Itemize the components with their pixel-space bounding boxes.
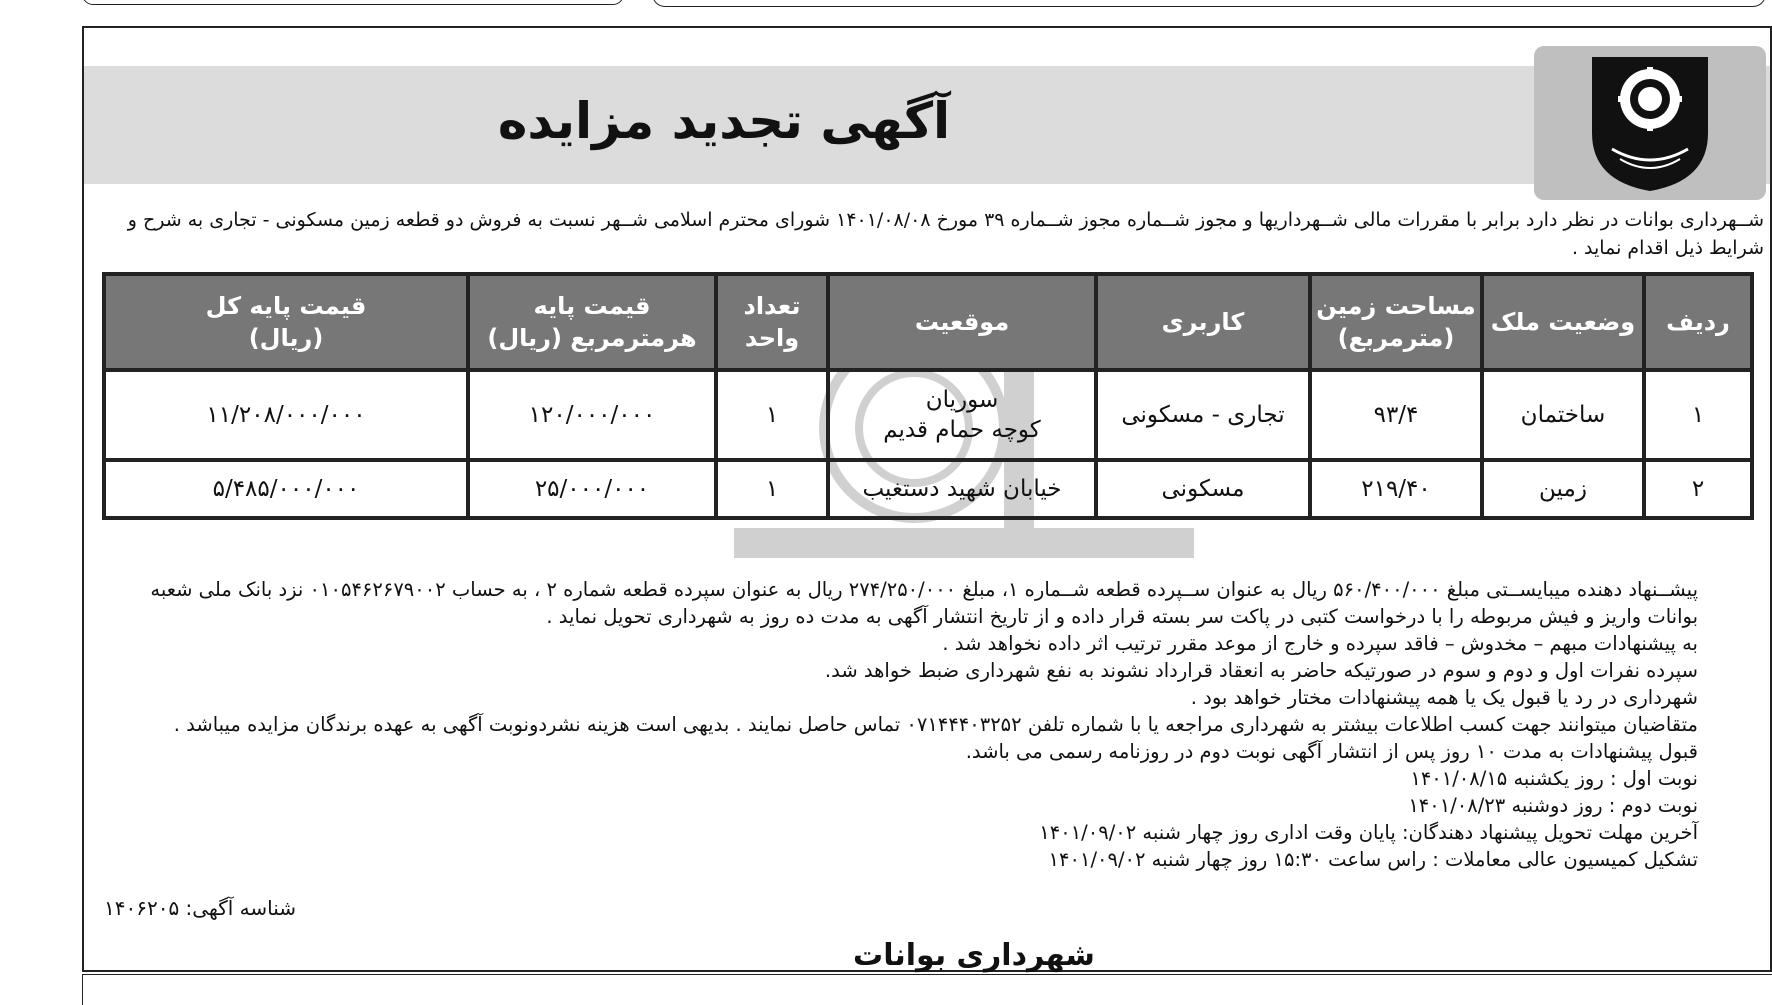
- conditions-list: [94, 576, 1698, 873]
- cell-row: ۲: [1644, 460, 1752, 518]
- condition-item: نوبت اول : روز یکشنبه ۱۴۰۱/۰۸/۱۵: [1410, 767, 1698, 790]
- intro-paragraph: شــهرداری بوانات در نظر دارد برابر با مقررات مالی شــهرداریها و مجوز شــماره مجوز شــماره ۳۹ مورخ ۱۴۰۱/۰۸/۰۸ شورای محترم اسلامی شــهر نسبت به فروش دو قطعه زمین مسکونی - تجاری به شرح و شرایط ذیل اقدام نماید .: [127, 209, 1764, 259]
- ad-id: شناسه آگهی: ۱۴۰۶۲۰۵: [104, 896, 296, 920]
- cell-unit-price: ۲۵/۰۰۰/۰۰۰: [468, 460, 716, 518]
- cell-count: ۱: [716, 370, 828, 460]
- ad-frame: [82, 26, 1772, 972]
- cell-unit-price: ۱۲۰/۰۰۰/۰۰۰: [468, 370, 716, 460]
- cell-usage: تجاری - مسکونی: [1096, 370, 1310, 460]
- next-ad-border: [82, 974, 1772, 1005]
- col-count: تعداد واحد: [716, 274, 828, 370]
- condition-item: آخرین مهلت تحویل پیشنهاد دهندگان: پایان وقت اداری روز چهار شنبه ۱۴۰۱/۰۹/۰۲: [1039, 821, 1698, 844]
- cell-area: ۲۱۹/۴۰: [1310, 460, 1482, 518]
- condition-item: پیشــنهاد دهنده میبایســتی مبلغ ۵۶۰/۴۰۰/۰۰۰ ریال به عنوان ســپرده قطعه شــماره ۱، مبلغ ۲۷۴/۲۵۰/۰۰۰ ریال به عنوان سپرده قطعه شماره ۲ ، به حساب ۰۱۰۵۴۶۲۶۷۹۰۰۲ نزد بانک ملی شعبه بوانات واریز و فیش مربوطه را با درخواست کتبی در پاکت سر بسته قرار داده و از تاریخ انتشار آگهی به مدت ده روز به شهرداری تحویل نماید .: [150, 578, 1698, 628]
- cell-status: زمین: [1482, 460, 1644, 518]
- col-location: موقعیت: [828, 274, 1096, 370]
- properties-table: [102, 272, 1754, 520]
- condition-item: تشکیل کمیسیون عالی معاملات : راس ساعت ۱۵:۳۰ روز چهار شنبه ۱۴۰۱/۰۹/۰۲: [1048, 848, 1698, 871]
- condition-item: قبول پیشنهادات به مدت ۱۰ روز پس از انتشار آگهی نوبت دوم در روزنامه رسمی می باشد.: [965, 740, 1698, 763]
- col-unit-price: قیمت پایه هرمترمربع (ریال): [468, 274, 716, 370]
- condition-item: به پیشنهادات مبهم – مخدوش – فاقد سپرده و خارج از موعد مقرر ترتیب اثر داده نخواهد شد .: [942, 632, 1698, 655]
- table-row: [104, 370, 1752, 460]
- condition-item: شهرداری در رد یا قبول یک یا همه پیشنهادات مختار خواهد بود .: [1190, 686, 1698, 709]
- previous-ad-border: [652, 0, 1766, 7]
- municipality-emblem-icon: [1586, 53, 1714, 193]
- table-header-row: [104, 274, 1752, 370]
- condition-item: نوبت دوم : روز دوشنبه ۱۴۰۱/۰۸/۲۳: [1408, 794, 1698, 817]
- col-total-price: قیمت پایه کل (ریال): [104, 274, 468, 370]
- cell-location: خیابان شهید دستغیب: [828, 460, 1096, 518]
- col-usage: کاربری: [1096, 274, 1310, 370]
- condition-item: سپرده نفرات اول و دوم و سوم در صورتیکه حاضر به انعقاد قرارداد نشوند به نفع شهرداری ضبط خواهد شد.: [824, 659, 1698, 682]
- ad-title: آگهی تجدید مزایده: [497, 92, 951, 150]
- col-area: مساحت زمین (مترمربع): [1310, 274, 1482, 370]
- logo-box: [1534, 46, 1766, 200]
- cell-location: سوریان کوچه حمام قدیم: [828, 370, 1096, 460]
- cell-count: ۱: [716, 460, 828, 518]
- cell-area: ۹۳/۴: [1310, 370, 1482, 460]
- condition-item: متقاضیان میتوانند جهت کسب اطلاعات بیشتر به شهرداری مراجعه یا با شماره تلفن ۰۷۱۴۴۴۰۳۲۵۲ تماس حاصل نمایند . بدیهی است هزینه نشردونوبت آگهی به عهده برندگان مزایده میباشد .: [173, 713, 1698, 736]
- cell-usage: مسکونی: [1096, 460, 1310, 518]
- col-row: ردیف: [1644, 274, 1752, 370]
- cell-total-price: ۱۱/۲۰۸/۰۰۰/۰۰۰: [104, 370, 468, 460]
- previous-ad-border: [82, 0, 624, 5]
- cell-total-price: ۵/۴۸۵/۰۰۰/۰۰۰: [104, 460, 468, 518]
- signature: شهرداری بوانات: [853, 938, 1095, 973]
- table-row: [104, 460, 1752, 518]
- cell-status: ساختمان: [1482, 370, 1644, 460]
- cell-row: ۱: [1644, 370, 1752, 460]
- col-status: وضعیت ملک: [1482, 274, 1644, 370]
